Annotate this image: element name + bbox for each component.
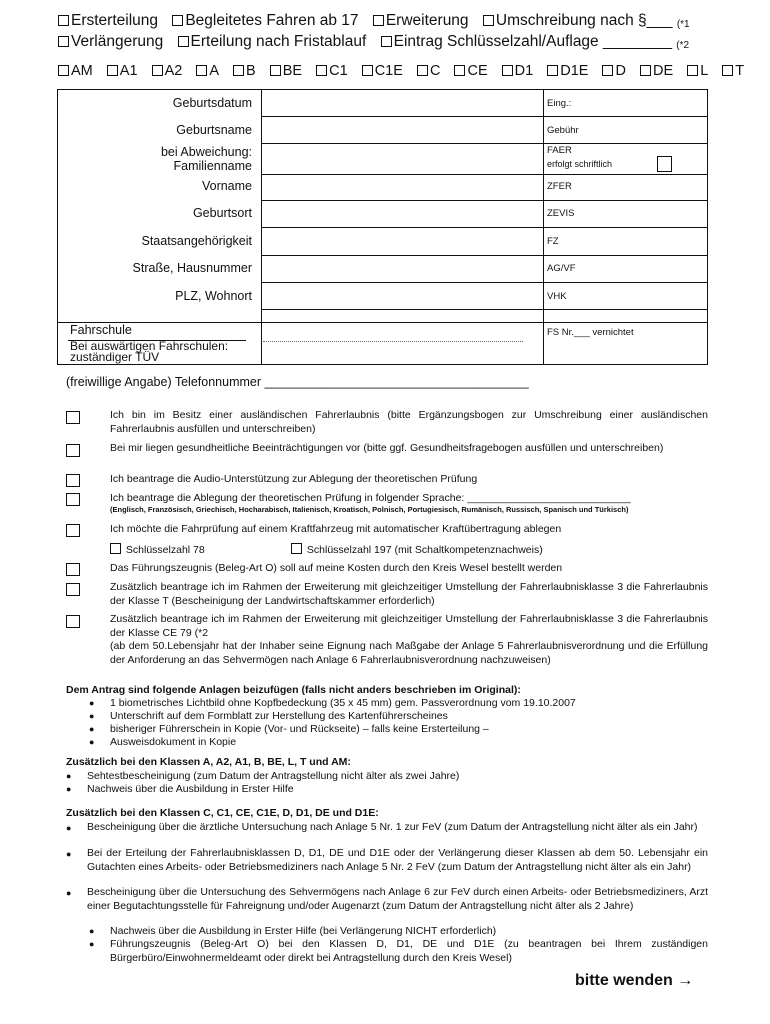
option-sprache: Ich beantrage die Ablegung der theoretischen Prüfung in folgender Sprache: ____________________________ xyxy=(110,492,631,504)
label-geburtsname: Geburtsname xyxy=(176,123,252,137)
input-familienname[interactable] xyxy=(262,145,542,173)
divider xyxy=(544,116,707,117)
checkbox[interactable] xyxy=(547,65,558,76)
option-schluesselzahl-197[interactable]: Schlüsselzahl 197 (mit Schaltkompetenznachweis) xyxy=(291,543,543,556)
divider xyxy=(261,116,543,117)
class-de[interactable]: DE xyxy=(640,63,673,79)
class-d1e[interactable]: D1E xyxy=(547,63,588,79)
office-zevis: ZEVIS xyxy=(547,208,575,219)
class-be[interactable]: BE xyxy=(270,63,302,79)
divider xyxy=(544,143,707,144)
attachment-item: Sehtestbescheinigung (zum Datum der Antragstellung nicht älter als zwei Jahre) xyxy=(87,770,460,782)
office-fs-nr: FS Nr.___ vernichtet xyxy=(547,327,634,338)
class-d[interactable]: D xyxy=(602,63,625,79)
divider xyxy=(544,200,707,201)
class-am[interactable]: AM xyxy=(58,63,93,79)
checkbox-klasse-t[interactable] xyxy=(66,583,80,596)
office-zfer: ZFER xyxy=(547,181,572,192)
option-verlaengerung[interactable]: Verlängerung xyxy=(58,33,163,50)
attachments-title: Dem Antrag sind folgende Anlagen beizufügen (falls nicht anders beschrieben im Original): xyxy=(66,684,521,696)
checkbox[interactable] xyxy=(58,36,69,47)
divider xyxy=(544,309,707,310)
divider xyxy=(261,282,543,283)
checkbox-gesundheit[interactable] xyxy=(66,444,80,457)
label-fahrschule: Fahrschule xyxy=(70,323,132,337)
divider xyxy=(544,174,707,175)
input-strasse[interactable] xyxy=(262,257,542,281)
input-plz-wohnort[interactable] xyxy=(262,284,542,308)
option-automatik: Ich möchte die Fahrprüfung auf einem Kraftfahrzeug mit automatischer Kraftübertragung ablegen xyxy=(110,523,562,535)
checkbox[interactable] xyxy=(196,65,207,76)
checkbox[interactable] xyxy=(454,65,465,76)
footnote-1: (*1 xyxy=(676,19,690,30)
class-c1e[interactable]: C1E xyxy=(362,63,403,79)
bullet: ● xyxy=(89,737,95,747)
attachment-item: Nachweis über die Ausbildung in Erster Hilfe xyxy=(87,783,294,795)
class-t[interactable]: T xyxy=(722,63,744,79)
bullet: ● xyxy=(89,724,95,734)
attachment-item: bisheriger Führerschein in Kopie (Vor- und Rückseite) – falls keine Ersterteilung – xyxy=(110,723,489,735)
class-a1[interactable]: A1 xyxy=(107,63,138,79)
checkbox[interactable] xyxy=(602,65,613,76)
bullet: ● xyxy=(89,926,95,936)
divider xyxy=(261,174,543,175)
class-a[interactable]: A xyxy=(196,63,219,79)
option-schluesselzahl-78[interactable]: Schlüsselzahl 78 xyxy=(110,543,205,556)
office-vhk: VHK xyxy=(547,291,567,302)
bullet: ● xyxy=(89,939,95,949)
input-geburtsort[interactable] xyxy=(262,202,542,226)
attachment-item: 1 biometrisches Lichtbild ohne Kopfbedeckung (35 x 45 mm) gem. Passverordnung vom 19.10.2007 xyxy=(110,697,576,709)
option-klasse-ce79-note: (ab dem 50.Lebensjahr hat der Inhaber seine Eignung nach Maßgabe der Anlage 5 Fahrerlaubnisverordnung und die Erfüllung der Anforderung an das Sehvermögen nach Anlage 6 Fahrerlaubnisverordnung nachzuweisen) xyxy=(110,640,708,666)
checkbox[interactable] xyxy=(110,543,121,554)
turn-page-note: bitte wenden → xyxy=(575,972,694,989)
label-staatsangehoerigkeit: Staatsangehörigkeit xyxy=(141,234,252,248)
checkbox[interactable] xyxy=(172,15,183,26)
input-geburtsname[interactable] xyxy=(262,118,542,142)
checkbox[interactable] xyxy=(373,15,384,26)
checkbox[interactable] xyxy=(178,36,189,47)
option-ersterteilung[interactable]: Ersterteilung xyxy=(58,12,158,29)
checkbox[interactable] xyxy=(152,65,163,76)
checkbox[interactable] xyxy=(233,65,244,76)
bullet: ● xyxy=(66,771,72,781)
attachment-item: Unterschrift auf dem Formblatt zur Herstellung des Kartenführerscheines xyxy=(110,710,448,722)
option-schluesselzahl[interactable]: Eintrag Schlüsselzahl/Auflage ________ xyxy=(381,33,672,50)
label-strasse: Straße, Hausnummer xyxy=(132,261,252,275)
checkbox[interactable] xyxy=(687,65,698,76)
attachment-item: Bescheinigung über die ärztliche Untersuchung nach Anlage 5 Nr. 1 zur FeV (zum Datum der Antragstellung nicht älter als ein Jahr) xyxy=(87,821,698,833)
attachment-item: Nachweis über die Ausbildung in Erster Hilfe (bei Verlängerung NICHT erforderlich) xyxy=(110,925,497,937)
input-staatsangehoerigkeit[interactable] xyxy=(262,229,542,254)
checkbox[interactable] xyxy=(417,65,428,76)
checkbox[interactable] xyxy=(381,36,392,47)
checkbox[interactable] xyxy=(316,65,327,76)
label-vorname: Vorname xyxy=(201,179,252,193)
checkbox[interactable] xyxy=(722,65,733,76)
office-eing: Eing.: xyxy=(547,98,572,109)
attachment-item: Bei der Erteilung der Fahrerlaubnisklassen D, D1, DE und D1E oder der Verlängerung dieser Klassen ab dem 50. Lebensjahr ein Gutachten eines Arbeits- oder Betriebsmediziners nach Anlage 5 Nr. 2 FeV (zum Datum der Antragstellung nicht älter als ein Jahr) xyxy=(87,847,708,873)
footnote-2: (*2 xyxy=(676,40,690,51)
option-fristablauf[interactable]: Erteilung nach Fristablauf xyxy=(178,33,367,50)
application-type-row-2 xyxy=(58,33,689,51)
checkbox[interactable] xyxy=(362,65,373,76)
class-l[interactable]: L xyxy=(687,63,708,79)
checkbox[interactable] xyxy=(58,65,69,76)
option-gesundheit: Bei mir liegen gesundheitliche Beeinträchtigungen vor (bitte ggf. Gesundheitsfragebogen ausfüllen und unterschreiben) xyxy=(110,442,664,454)
option-begleitetes-fahren[interactable]: Begleitetes Fahren ab 17 xyxy=(172,12,358,29)
application-type-row-1 xyxy=(58,12,690,30)
input-vorname[interactable] xyxy=(262,176,542,199)
bullet: ● xyxy=(66,888,72,898)
checkbox[interactable] xyxy=(270,65,281,76)
phone-field[interactable]: (freiwillige Angabe) Telefonnummer ______________________________________ xyxy=(66,375,529,389)
license-class-row xyxy=(58,63,754,79)
attachment-item: Führungszeugnis (Beleg-Art O) bei den Klassen D, D1, DE und D1E (zu beantragen bei Ihrem zuständigen Bürgerbüro/Einwohnermeldeamt oder direkt bei Antragstellung durch den Kreis Wesel) xyxy=(110,938,708,964)
divider xyxy=(544,282,707,283)
checkbox[interactable] xyxy=(502,65,513,76)
bullet: ● xyxy=(66,784,72,794)
bullet: ● xyxy=(89,698,95,708)
checkbox[interactable] xyxy=(58,15,69,26)
checkbox-fuehrungszeugnis[interactable] xyxy=(66,563,80,576)
checkbox-automatik[interactable] xyxy=(66,524,80,537)
option-umschreibung[interactable]: Umschreibung nach §___ xyxy=(483,12,673,29)
divider xyxy=(544,227,707,228)
checkbox[interactable] xyxy=(483,15,494,26)
label-familienname: Familienname xyxy=(173,159,252,173)
checkbox-audio[interactable] xyxy=(66,474,80,487)
label-bei-abweichung: bei Abweichung: xyxy=(160,145,252,159)
class-c1[interactable]: C1 xyxy=(316,63,348,79)
divider xyxy=(261,309,543,310)
divider xyxy=(261,143,543,144)
option-sprache-list: (Englisch, Französisch, Griechisch, Hocharabisch, Italienisch, Kroatisch, Polnisch, Portugiesisch, Rumänisch, Russisch, Spanisch und Türkisch) xyxy=(110,505,629,514)
option-fuehrungszeugnis: Das Führungszeugnis (Beleg-Art O) soll auf meine Kosten durch den Kreis Wesel bestellt werden xyxy=(110,562,563,574)
input-geburtsdatum[interactable] xyxy=(262,92,542,114)
checkbox-auslaendische-fahrerlaubnis[interactable] xyxy=(66,411,80,424)
option-auslaendische-fahrerlaubnis: Ich bin im Besitz einer ausländischen Fahrerlaubnis (bitte Ergänzungsbogen zur Umschreibung einer ausländischen Fahrerlaubnis ausfüllen und unterschreiben) xyxy=(110,409,708,435)
attachment-item: Ausweisdokument in Kopie xyxy=(110,736,237,748)
divider xyxy=(261,227,543,228)
faer-checkbox[interactable] xyxy=(657,156,672,172)
option-audio: Ich beantrage die Audio-Unterstützung zur Ablegung der theoretischen Prüfung xyxy=(110,473,478,485)
checkbox-klasse-ce79[interactable] xyxy=(66,615,80,628)
attachment-item: Bescheinigung über die Untersuchung des Sehvermögens nach Anlage 6 zur FeV durch einen Arbeits- oder Betriebsmediziners, Arzt einer Begutachtungsstelle für Fahreignung und/oder Augenarzt (zum Datum der Antragstellung nicht älter als 2 Jahre) xyxy=(87,886,708,912)
label-plz-wohnort: PLZ, Wohnort xyxy=(175,289,252,303)
office-gebuehr: Gebühr xyxy=(547,125,579,136)
office-faer-schriftlich: erfolgt schriftlich xyxy=(547,159,613,169)
checkbox-sprache[interactable] xyxy=(66,493,80,506)
attachments-title-2: Zusätzlich bei den Klassen A, A2, A1, B, BE, L, T und AM: xyxy=(66,756,351,768)
option-klasse-ce79: Zusätzlich beantrage ich im Rahmen der Erweiterung mit gleichzeitiger Umstellung der Fahrerlaubnisklasse 3 die Fahrerlaubnis der Klasse CE 79 (*2 xyxy=(110,613,708,639)
label-geburtsort: Geburtsort xyxy=(192,206,252,220)
label-tuev: zuständiger TÜV xyxy=(70,350,160,364)
divider xyxy=(261,255,543,256)
checkbox[interactable] xyxy=(107,65,118,76)
class-b[interactable]: B xyxy=(233,63,256,79)
class-a2[interactable]: A2 xyxy=(152,63,183,79)
office-agvf: AG/VF xyxy=(547,263,576,274)
option-erweiterung[interactable]: Erweiterung xyxy=(373,12,469,29)
class-ce[interactable]: CE xyxy=(454,63,487,79)
option-klasse-t: Zusätzlich beantrage ich im Rahmen der Erweiterung mit gleichzeitiger Umstellung der Fahrerlaubnisklasse 3 die Fahrerlaubnis der Klasse T (Bescheinigung der Landwirtschaftskammer erforderlich) xyxy=(110,581,708,607)
bullet: ● xyxy=(89,711,95,721)
label-auswaertige-fahrschulen: Bei auswärtigen Fahrschulen: xyxy=(70,339,229,353)
office-fz: FZ xyxy=(547,236,559,247)
attachments-title-3: Zusätzlich bei den Klassen C, C1, CE, C1E, D, D1, DE und D1E: xyxy=(66,807,379,819)
office-faer: FAER xyxy=(547,145,572,156)
bullet: ● xyxy=(66,849,72,859)
class-d1[interactable]: D1 xyxy=(502,63,534,79)
divider xyxy=(544,255,707,256)
class-c[interactable]: C xyxy=(417,63,440,79)
input-fahrschule[interactable] xyxy=(262,322,542,362)
checkbox[interactable] xyxy=(640,65,651,76)
label-geburtsdatum: Geburtsdatum xyxy=(172,96,252,110)
divider xyxy=(261,200,543,201)
bullet: ● xyxy=(66,823,72,833)
checkbox[interactable] xyxy=(291,543,302,554)
